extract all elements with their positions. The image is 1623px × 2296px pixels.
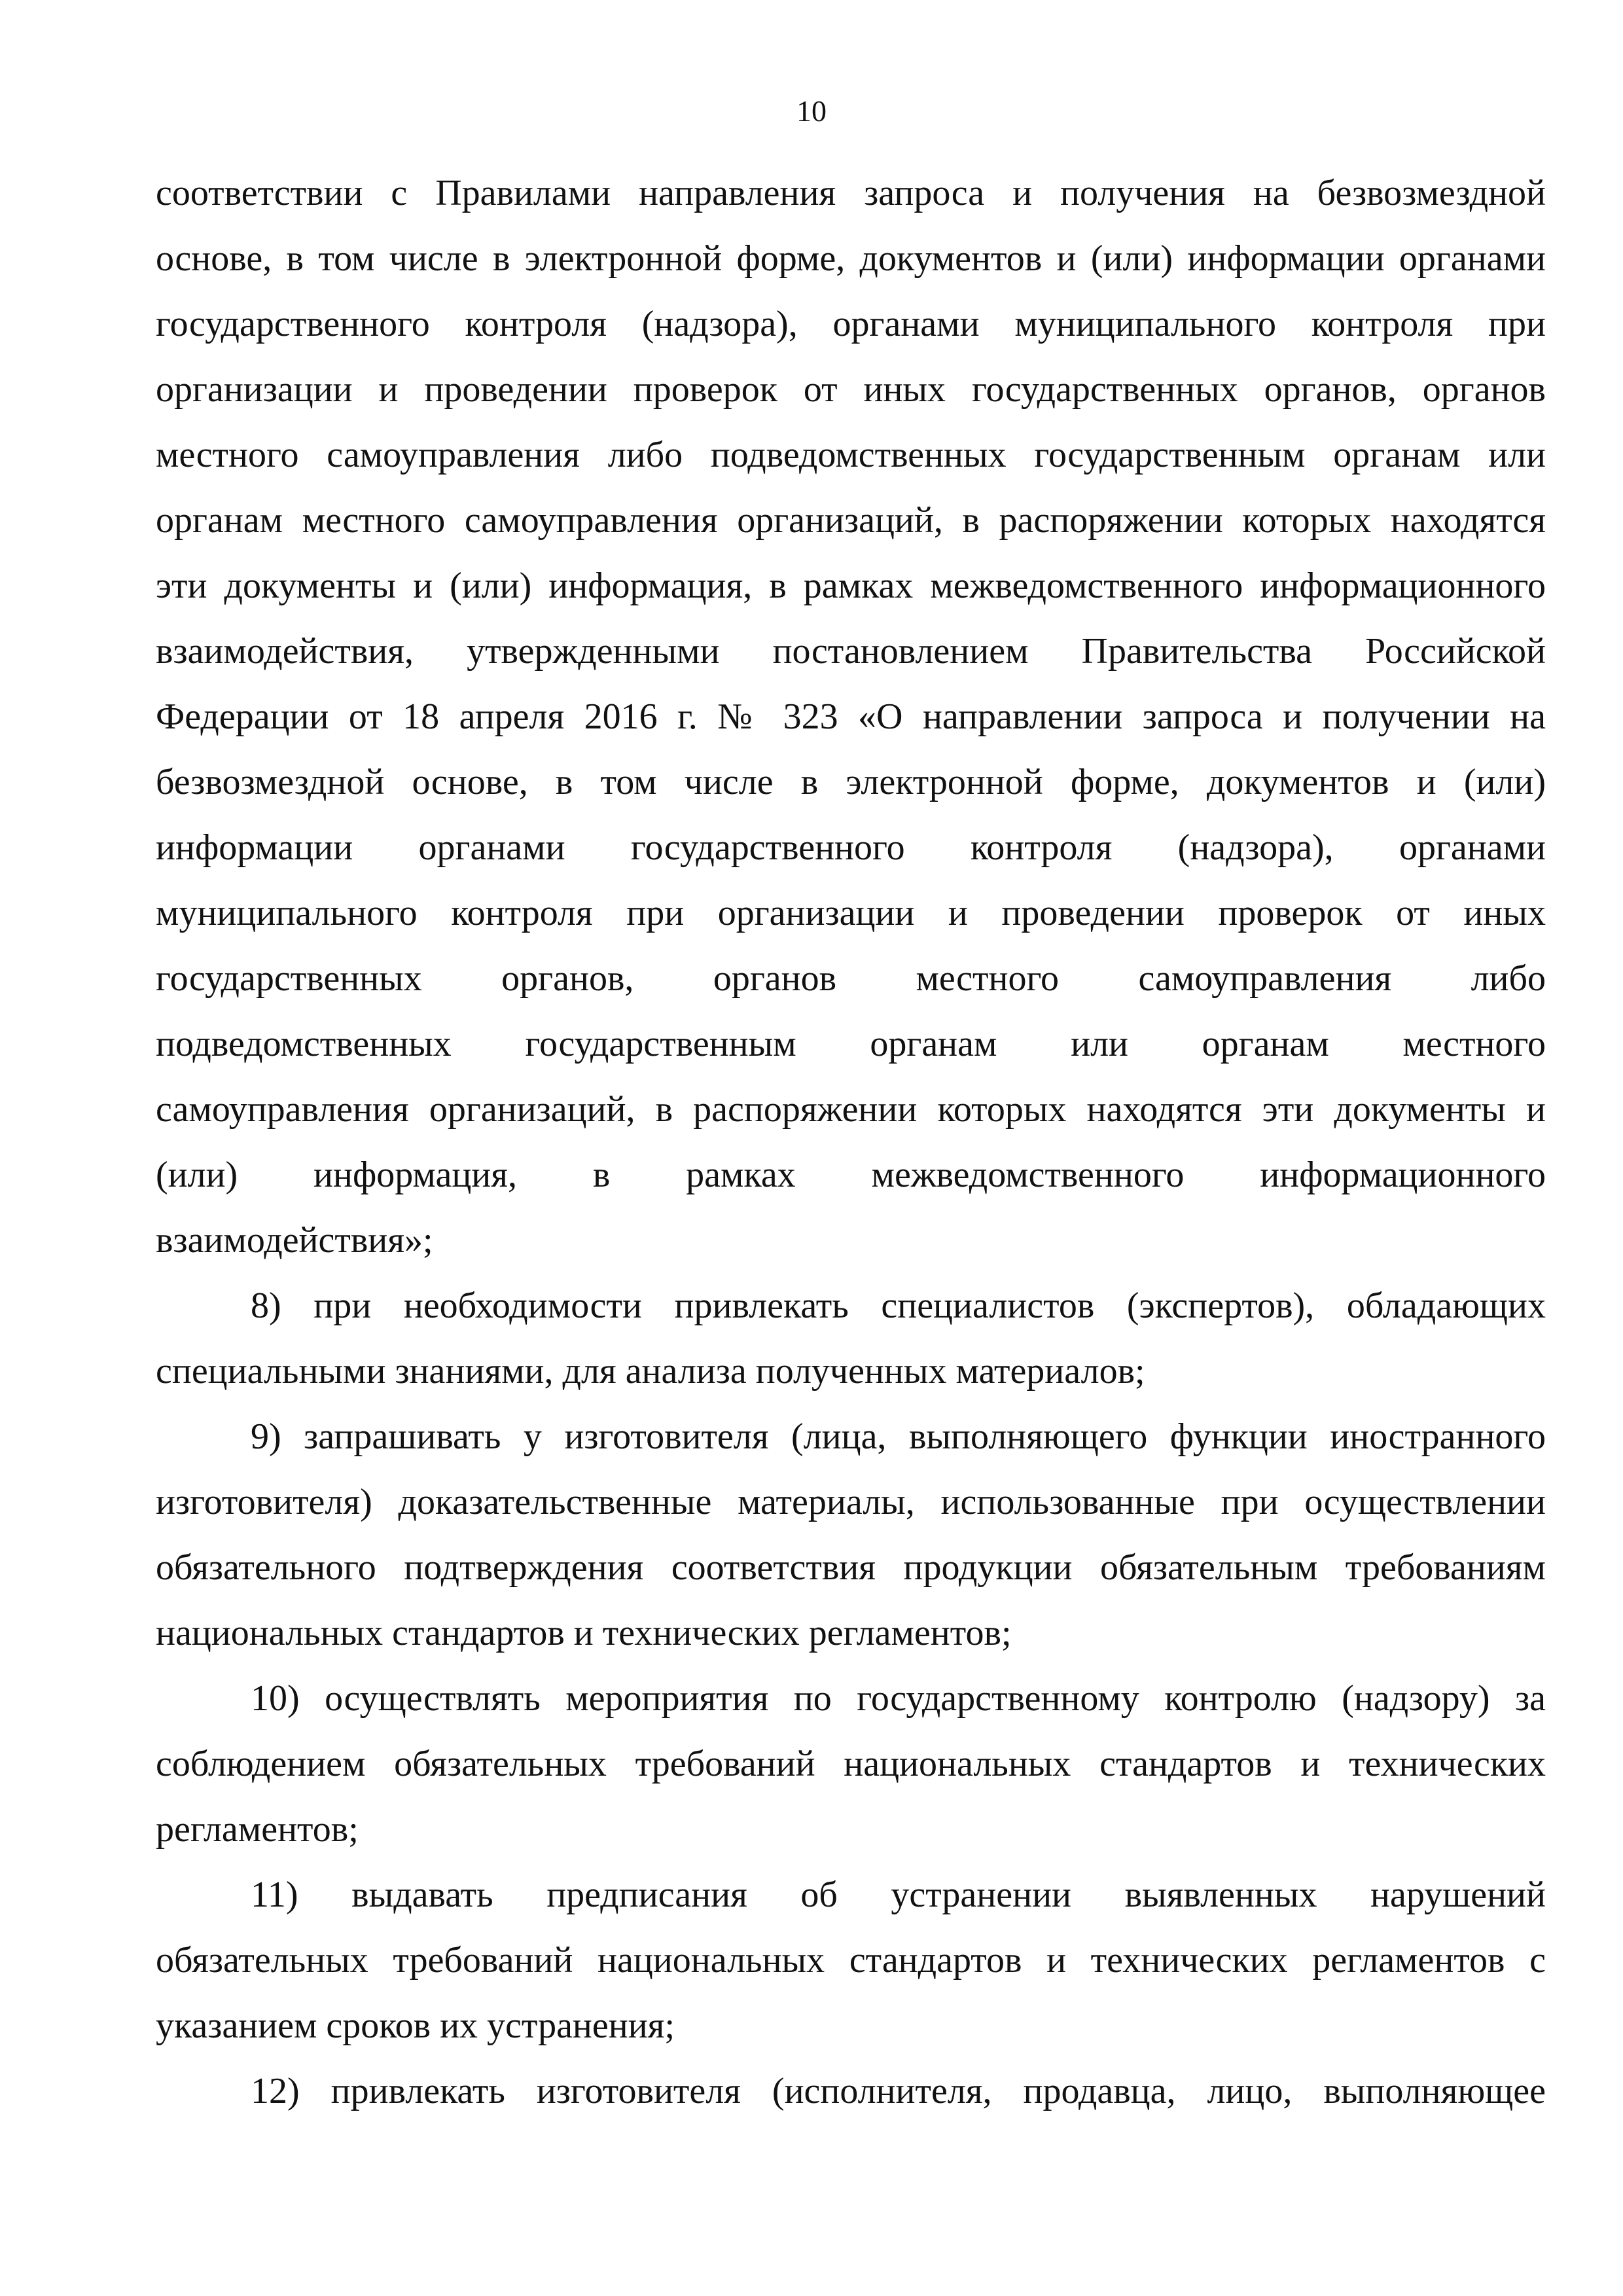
text-line: муниципального контроля при организации и проведении проверок от иных bbox=[156, 893, 1546, 933]
text-line: местного самоуправления либо подведомственных государственным органам или bbox=[156, 435, 1546, 475]
page-number: 10 bbox=[796, 94, 827, 128]
text-line: взаимодействия, утвержденными постановлением Правительства Российской bbox=[156, 631, 1546, 672]
text-line: Федерации от 18 апреля 2016 г. № 323 «О направлении запроса и получении на bbox=[156, 696, 1546, 737]
text-line: взаимодействия»; bbox=[156, 1220, 433, 1261]
text-line: изготовителя) доказательственные материалы, использованные при осуществлении bbox=[156, 1482, 1546, 1522]
text-line: 11) выдавать предписания об устранении выявленных нарушений bbox=[251, 1874, 1546, 1915]
text-line: государственного контроля (надзора), органами муниципального контроля при bbox=[156, 304, 1546, 344]
text-line: (или) информация, в рамках межведомственного информационного bbox=[156, 1155, 1546, 1195]
text-line: информации органами государственного контроля (надзора), органами bbox=[156, 827, 1546, 868]
text-line: эти документы и (или) информация, в рамках межведомственного информационного bbox=[156, 565, 1546, 606]
paragraph-item-8 bbox=[156, 1273, 1546, 1404]
text-line: подведомственных государственным органам или органам местного bbox=[156, 1024, 1546, 1064]
text-line: регламентов; bbox=[156, 1809, 359, 1850]
text-line: безвозмездной основе, в том числе в электронной форме, документов и (или) bbox=[156, 762, 1546, 802]
text-line: указанием сроков их устранения; bbox=[156, 2005, 675, 2046]
text-line: специальными знаниями, для анализа полученных материалов; bbox=[156, 1351, 1145, 1391]
paragraph-continuation bbox=[156, 160, 1546, 1273]
paragraph-item-11 bbox=[156, 1862, 1546, 2058]
text-line: 12) привлекать изготовителя (исполнителя, продавца, лицо, выполняющее bbox=[251, 2071, 1546, 2111]
text-line: обязательного подтверждения соответствия продукции обязательным требованиям bbox=[156, 1547, 1546, 1588]
text-line: 9) запрашивать у изготовителя (лица, выполняющего функции иностранного bbox=[251, 1416, 1546, 1457]
text-line: 8) при необходимости привлекать специалистов (экспертов), обладающих bbox=[251, 1285, 1546, 1326]
text-line: государственных органов, органов местного самоуправления либо bbox=[156, 958, 1546, 999]
paragraph-item-9 bbox=[156, 1404, 1546, 1666]
text-line: организации и проведении проверок от иных государственных органов, органов bbox=[156, 369, 1546, 410]
text-line: соответствии с Правилами направления запроса и получения на безвозмездной bbox=[156, 173, 1546, 213]
text-line: национальных стандартов и технических регламентов; bbox=[156, 1613, 1012, 1653]
paragraph-item-12 bbox=[156, 2058, 1546, 2124]
document-body bbox=[156, 160, 1546, 2124]
text-line: соблюдением обязательных требований национальных стандартов и технических bbox=[156, 1744, 1546, 1784]
text-line: основе, в том числе в электронной форме, документов и (или) информации органами bbox=[156, 238, 1546, 279]
text-line: органам местного самоуправления организаций, в распоряжении которых находятся bbox=[156, 500, 1546, 541]
text-line: 10) осуществлять мероприятия по государственному контролю (надзору) за bbox=[251, 1678, 1546, 1719]
paragraph-item-10 bbox=[156, 1666, 1546, 1862]
text-line: самоуправления организаций, в распоряжении которых находятся эти документы и bbox=[156, 1089, 1546, 1130]
text-line: обязательных требований национальных стандартов и технических регламентов с bbox=[156, 1940, 1546, 1981]
